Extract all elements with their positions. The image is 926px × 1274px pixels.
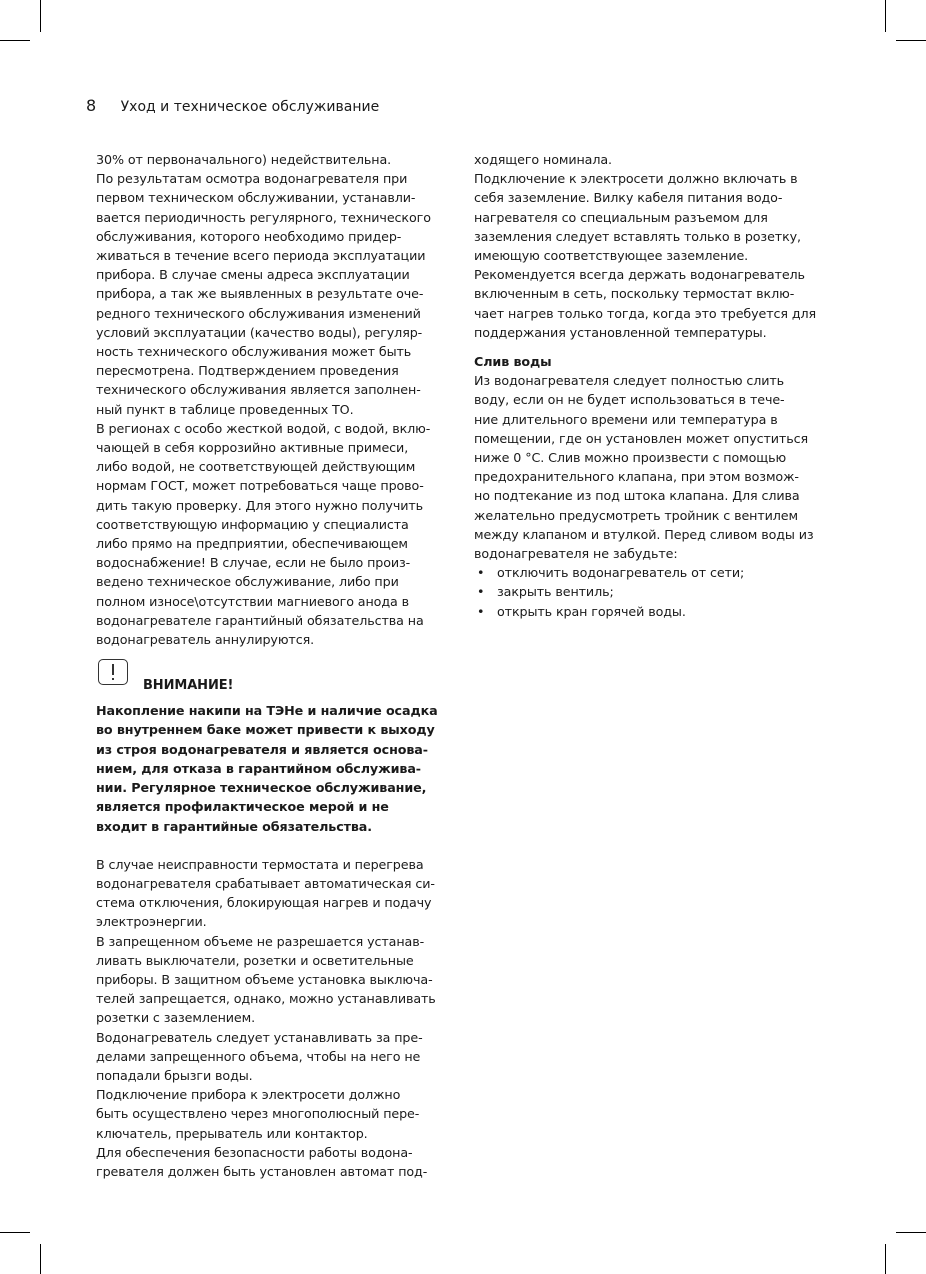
warning-header: [96, 649, 450, 701]
text-line: поддержания установленной температуры.: [474, 324, 767, 340]
text-line: но подтекание из под штока клапана. Для слива: [474, 488, 800, 504]
list-item: [474, 582, 830, 601]
text-line: водонагревателя срабатывает автоматическая си-: [96, 875, 435, 891]
text-line: ходящего номинала.: [474, 152, 612, 167]
bullet-icon: •: [477, 565, 485, 581]
text-line: водоснабжение! В случае, если не было произ-: [96, 555, 411, 571]
text-line: нием, для отказа в гарантийном обслужива-: [96, 760, 421, 776]
text-line: делами запрещенного объема, чтобы на него не: [96, 1048, 421, 1064]
text-line: живаться в течение всего периода эксплуатации: [96, 248, 426, 264]
text-line: нагревателя со специальным разъемом для: [474, 209, 768, 225]
text-line: приборы. В защитном объеме установка выключа-: [96, 971, 433, 987]
warning-title: ВНИМАНИЕ!: [143, 678, 234, 694]
crop-mark: [0, 1232, 30, 1233]
maintenance-paragraph: [96, 150, 450, 649]
text-line: В запрещенном объеме не разрешается устанав-: [96, 933, 425, 949]
text-line: либо прямо на предприятии, обеспечивающем: [96, 536, 408, 552]
text-line: телей запрещается, однако, можно устанавливать: [96, 991, 436, 1007]
text-line: между клапаном и втулкой. Перед сливом воды из: [474, 526, 814, 542]
text-line: Водонагреватель следует устанавливать за пре-: [96, 1029, 423, 1045]
text-line: Рекомендуется всегда держать водонагреватель: [474, 267, 805, 283]
text-line: электроэнергии.: [96, 914, 207, 930]
text-line: нормам ГОСТ, может потребоваться чаще прово-: [96, 478, 424, 494]
section-title: Уход и техническое обслуживание: [120, 99, 380, 115]
text-line: водонагревателя не забудьте:: [474, 546, 678, 562]
warning-text: [96, 701, 450, 835]
text-line: Накопление накипи на ТЭНе и наличие осадка: [96, 703, 438, 719]
text-line: водонагревателе гарантийный обязательства на: [96, 612, 424, 628]
list-item: [474, 602, 830, 621]
text-line: полном износе\отсутствии магниевого анода в: [96, 593, 409, 609]
text-line: водонагреватель аннулируются.: [96, 632, 315, 648]
text-line: ливать выключатели, розетки и осветительные: [96, 952, 414, 968]
text-line: Подключение прибора к электросети должно: [96, 1087, 401, 1103]
text-line: стема отключения, блокирующая нагрев и подачу: [96, 895, 432, 911]
text-line: В регионах с особо жесткой водой, с водой, вклю-: [96, 420, 431, 436]
text-line: первом техническом обслуживании, устанавли-: [96, 190, 416, 206]
text-line: помещении, где он установлен может опуститься: [474, 430, 808, 446]
text-line: вается периодичность регулярного, технического: [96, 209, 431, 225]
text-line: дить такую проверку. Для этого нужно получить: [96, 497, 424, 513]
text-line: розетки с заземлением.: [96, 1010, 256, 1026]
text-line: ключатель, прерыватель или контактор.: [96, 1125, 368, 1141]
text-line: Подключение к электросети должно включать в: [474, 171, 798, 187]
text-line: либо водой, не соответствующей действующим: [96, 459, 416, 475]
crop-mark: [885, 1244, 886, 1274]
left-column: [96, 150, 450, 1181]
text-line: ведено техническое обслуживание, либо при: [96, 574, 399, 590]
text-line: ный пункт в таблице проведенных ТО.: [96, 401, 354, 417]
drain-paragraph: [474, 371, 830, 563]
text-line: быть осуществлено через многополюсный пере-: [96, 1106, 420, 1122]
bullet-icon: •: [477, 603, 485, 619]
text-line: соответствующую информацию у специалиста: [96, 516, 409, 532]
list-item: [474, 563, 830, 582]
bullet-list: [474, 563, 830, 621]
text-line: воду, если он не будет использоваться в тече-: [474, 392, 785, 408]
text-line: желательно предусмотреть тройник с вентилем: [474, 507, 798, 523]
text-line: чающей в себя коррозийно активные примеси,: [96, 440, 409, 456]
text-line: гревателя должен быть установлен автомат под-: [96, 1163, 428, 1179]
list-item-text: отключить водонагреватель от сети;: [497, 565, 745, 581]
list-item-text: закрыть вентиль;: [497, 584, 614, 600]
text-line: ность технического обслуживания может быть: [96, 344, 412, 360]
text-line: предохранительного клапана, при этом возмож-: [474, 469, 799, 485]
text-line: нии. Регулярное техническое обслуживание,: [96, 780, 427, 796]
text-line: Для обеспечения безопасности работы водона-: [96, 1144, 413, 1160]
text-line: обслуживания, которого необходимо придер-: [96, 228, 402, 244]
text-line: прибора, а так же выявленных в результате оче-: [96, 286, 424, 302]
list-item-text: открыть кран горячей воды.: [497, 603, 686, 619]
crop-mark: [896, 40, 926, 41]
text-line: себя заземление. Вилку кабеля питания водо-: [474, 190, 783, 206]
text-line: По результатам осмотра водонагревателя при: [96, 171, 408, 187]
text-line: пересмотрена. Подтверждением проведения: [96, 363, 399, 379]
text-line: Из водонагревателя следует полностью слить: [474, 373, 785, 389]
text-line: имеющую соответствующее заземление.: [474, 248, 749, 264]
section-heading: Слив воды: [474, 354, 552, 370]
text-line: редного технического обслуживания изменений: [96, 305, 421, 321]
text-line: включенным в сеть, поскольку термостат вклю-: [474, 286, 795, 302]
crop-mark: [885, 0, 886, 32]
grounding-paragraph: [474, 150, 830, 342]
text-line: В случае неисправности термостата и перегрева: [96, 856, 424, 872]
text-line: прибора. В случае смены адреса эксплуатации: [96, 267, 410, 283]
text-line: входит в гарантийные обязательства.: [96, 818, 372, 834]
text-line: ние длительного времени или температура в: [474, 411, 778, 427]
exclamation-icon: [98, 659, 128, 685]
text-line: из строя водонагревателя и является основа-: [96, 741, 428, 757]
text-line: 30% от первоначального) недействительна.: [96, 152, 392, 167]
text-line: условий эксплуатации (качество воды), регуляр-: [96, 324, 423, 340]
text-line: заземления следует вставлять только в розетку,: [474, 228, 801, 244]
crop-mark: [40, 0, 41, 32]
text-line: попадали брызги воды.: [96, 1067, 253, 1083]
bullet-icon: •: [477, 584, 485, 600]
crop-mark: [40, 1244, 41, 1274]
text-line: чает нагрев только тогда, когда это требуется для: [474, 305, 817, 321]
text-line: технического обслуживания является заполнен-: [96, 382, 421, 398]
text-line: является профилактическое мерой и не: [96, 799, 389, 815]
page-number: 8: [86, 96, 97, 115]
text-line: ниже 0 °C. Слив можно произвести с помощью: [474, 450, 787, 466]
text-line: во внутреннем баке может привести к выходу: [96, 722, 435, 738]
crop-mark: [896, 1232, 926, 1233]
right-column: [474, 150, 830, 621]
safety-paragraph: [96, 855, 450, 1181]
page-header: [86, 96, 379, 117]
crop-mark: [0, 40, 30, 41]
